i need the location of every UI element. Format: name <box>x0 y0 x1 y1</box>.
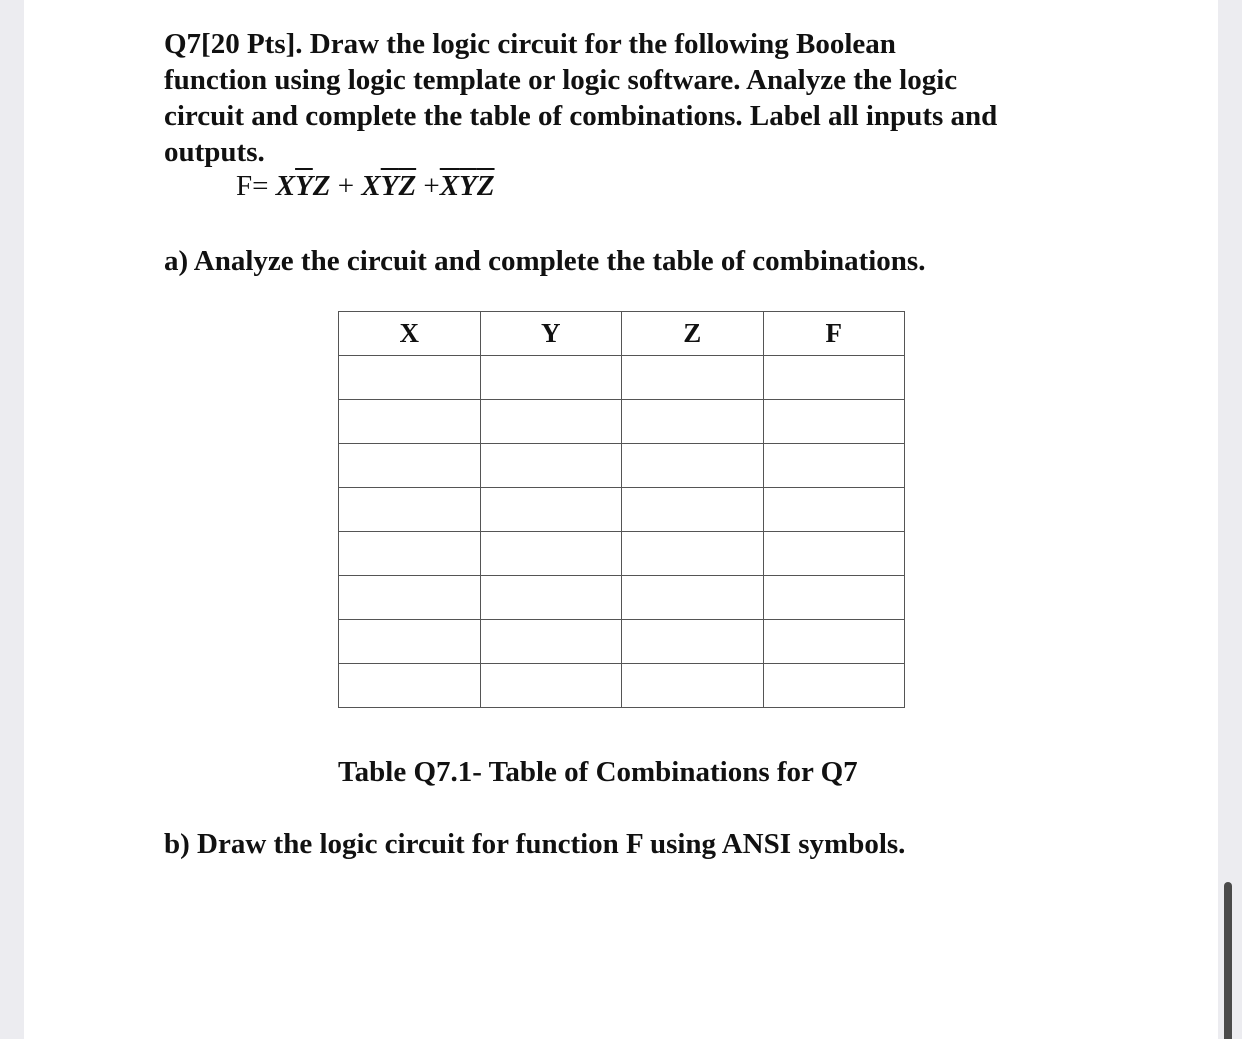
table-cell[interactable] <box>339 576 481 620</box>
formula-plus: + <box>423 170 440 202</box>
table-cell[interactable] <box>622 356 764 400</box>
formula-var-complement: $\overline{Y}$ <box>459 170 477 202</box>
header-y: Y <box>480 312 622 356</box>
question-line: outputs. <box>164 136 265 168</box>
table-cell[interactable] <box>480 356 622 400</box>
table-cell[interactable] <box>339 356 481 400</box>
table-cell[interactable] <box>480 488 622 532</box>
table-row <box>339 532 905 576</box>
header-x: X <box>339 312 481 356</box>
table-cell[interactable] <box>763 664 905 708</box>
table-cell[interactable] <box>622 576 764 620</box>
table-cell[interactable] <box>339 664 481 708</box>
table-cell[interactable] <box>622 664 764 708</box>
table-row <box>339 444 905 488</box>
table-cell[interactable] <box>480 620 622 664</box>
left-gutter <box>0 0 24 1039</box>
scrollbar-thumb[interactable] <box>1224 882 1232 1039</box>
formula-var: X <box>275 170 296 202</box>
part-b-heading: b) Draw the logic circuit for function F using ANSI symbols. <box>164 828 906 860</box>
table-row <box>339 400 905 444</box>
table-cell[interactable] <box>763 576 905 620</box>
table-cell[interactable] <box>622 400 764 444</box>
formula-plus: + <box>337 170 362 202</box>
table-cell[interactable] <box>763 444 905 488</box>
table-cell[interactable] <box>622 620 764 664</box>
combinations-table <box>338 311 905 708</box>
table-row <box>339 620 905 664</box>
table-cell[interactable] <box>763 532 905 576</box>
table-cell[interactable] <box>339 400 481 444</box>
question-line: circuit and complete the table of combinations. Label all inputs and <box>164 100 998 132</box>
table-cell[interactable] <box>480 576 622 620</box>
header-f: F <box>763 312 905 356</box>
table-row <box>339 356 905 400</box>
header-z: Z <box>622 312 764 356</box>
table-cell[interactable] <box>622 488 764 532</box>
formula-var-complement: $\overline{Z}$ <box>398 170 417 202</box>
boolean-formula <box>236 168 495 204</box>
formula-lhs: F= <box>236 170 269 202</box>
formula-var: Z <box>312 170 331 202</box>
table-cell[interactable] <box>763 620 905 664</box>
table-cell[interactable] <box>763 400 905 444</box>
table-row <box>339 576 905 620</box>
table-cell[interactable] <box>480 400 622 444</box>
table-cell[interactable] <box>480 664 622 708</box>
table-cell[interactable] <box>480 444 622 488</box>
table-cell[interactable] <box>339 488 481 532</box>
table-cell[interactable] <box>480 532 622 576</box>
table-caption: Table Q7.1- Table of Combinations for Q7 <box>338 756 858 788</box>
formula-var-complement: $\overline{X}$ <box>439 170 460 202</box>
question-line: Q7[20 Pts]. Draw the logic circuit for the following Boolean <box>164 28 896 60</box>
formula-var-complement: $\overline{Y}$ <box>380 170 399 202</box>
table-cell[interactable] <box>339 620 481 664</box>
table-cell[interactable] <box>622 532 764 576</box>
formula-var-complement: $\overline{Y}$ <box>295 170 313 202</box>
formula-var-complement: $\overline{Z}$ <box>476 170 495 202</box>
question-line: function using logic template or logic software. Analyze the logic <box>164 64 958 96</box>
formula-var: X <box>361 170 381 202</box>
table-row <box>339 664 905 708</box>
table-cell[interactable] <box>339 532 481 576</box>
table-header-row <box>339 312 905 356</box>
question-text <box>164 26 1094 170</box>
table-cell[interactable] <box>763 488 905 532</box>
table-cell[interactable] <box>763 356 905 400</box>
part-a-heading: a) Analyze the circuit and complete the table of combinations. <box>164 245 926 277</box>
table-cell[interactable] <box>622 444 764 488</box>
table-row <box>339 488 905 532</box>
table-cell[interactable] <box>339 444 481 488</box>
